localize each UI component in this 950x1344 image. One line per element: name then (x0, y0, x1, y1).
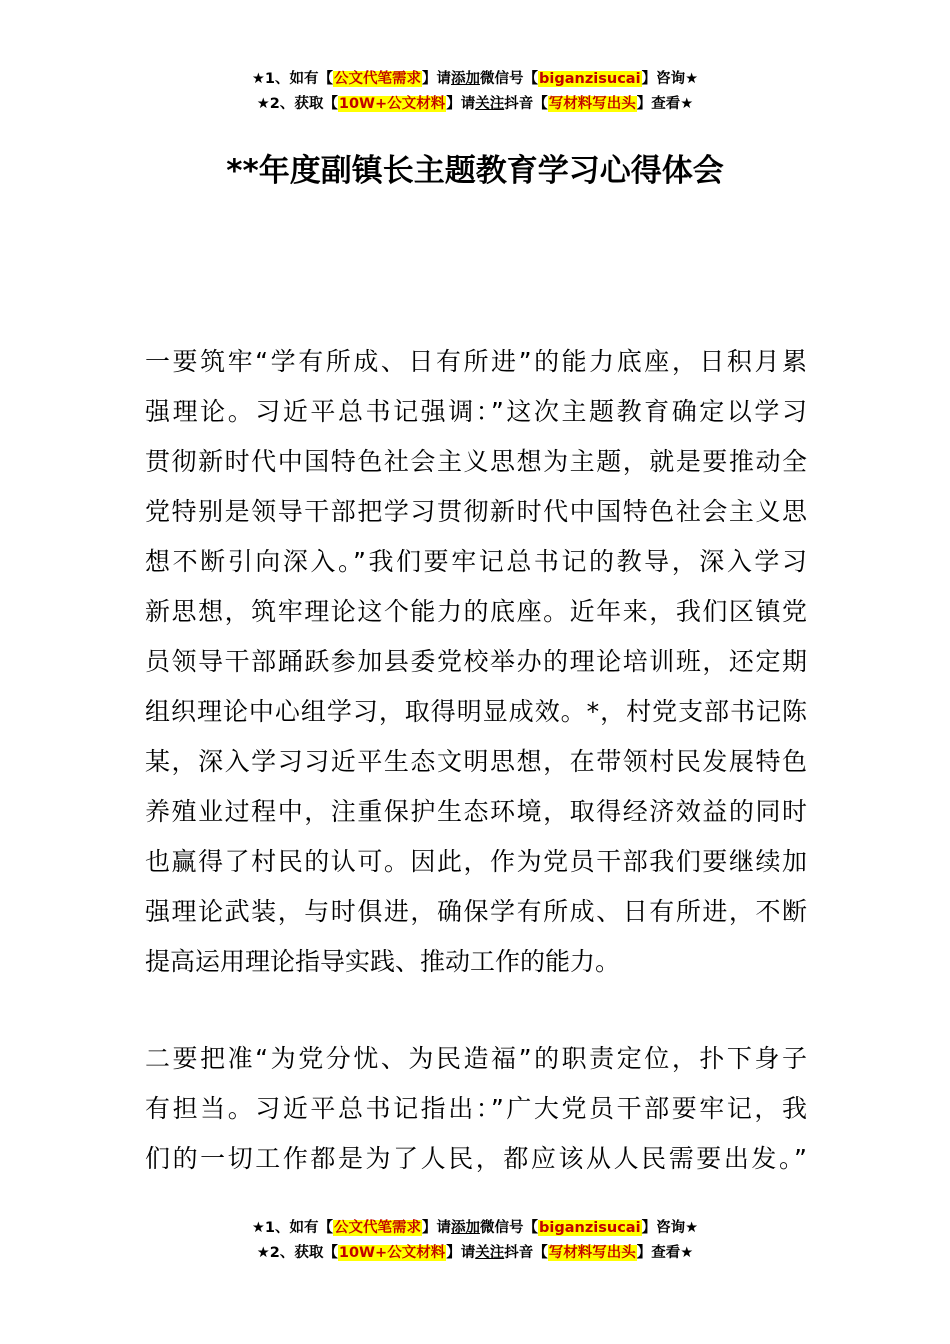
text-line: 组织理论中心组学习，取得明显成效。*，村党支部书记陈 (145, 697, 807, 726)
highlight-materials: 10W+公文材料 (338, 96, 446, 112)
highlight-wechat-id: biganzisucai (539, 71, 641, 87)
highlight-service: 公文代笔需求 (334, 1220, 422, 1236)
text-line: 二要把准“为党分忧、为民造福”的职责定位，扑下身子 (145, 1044, 807, 1073)
text-line: 想不断引向深入。”我们要牢记总书记的教导，深入学习 (145, 547, 807, 576)
paragraph-2 (145, 1034, 807, 1184)
header-banner (0, 67, 950, 117)
text-line: 也赢得了村民的认可。因此，作为党员干部我们要继续加 (145, 847, 807, 876)
highlight-douyin-account: 写材料写出头 (548, 1245, 636, 1261)
text-line: 养殖业过程中，注重保护生态环境，取得经济效益的同时 (145, 797, 807, 826)
text-line: 强理论。习近平总书记强调：”这次主题教育确定以学习 (145, 397, 807, 426)
text-line: 贯彻新时代中国特色社会主义思想为主题，就是要推动全 (145, 447, 807, 476)
text-line: 新思想，筑牢理论这个能力的底座。近年来，我们区镇党 (145, 597, 807, 626)
footer-banner (0, 1216, 950, 1266)
banner-line-1: ★1、如有【公文代笔需求】请添加微信号【biganzisucai】咨询★ (251, 1220, 699, 1236)
document-title: **年度副镇长主题教育学习心得体会 (226, 153, 724, 189)
highlight-wechat-id: biganzisucai (539, 1220, 641, 1236)
text-line: 们的一切工作都是为了人民，都应该从人民需要出发。” (145, 1144, 807, 1173)
text-line: 强理论武装，与时俱进，确保学有所成、日有所进，不断 (145, 897, 807, 926)
paragraph-1 (145, 337, 807, 987)
text-line: 提高运用理论指导实践、推动工作的能力。 (145, 947, 621, 976)
text-line: 有担当。习近平总书记指出：”广大党员干部要牢记，我 (145, 1094, 807, 1123)
text-line: 一要筑牢“学有所成、日有所进”的能力底座，日积月累 (145, 347, 807, 376)
text-line: 党特别是领导干部把学习贯彻新时代中国特色社会主义思 (145, 497, 807, 526)
banner-line-2: ★2、获取【10W+公文材料】请关注抖音【写材料写出头】查看★ (256, 96, 694, 112)
banner-line-2: ★2、获取【10W+公文材料】请关注抖音【写材料写出头】查看★ (256, 1245, 694, 1261)
highlight-douyin-account: 写材料写出头 (548, 96, 636, 112)
text-line: 某，深入学习习近平生态文明思想，在带领村民发展特色 (145, 747, 807, 776)
text-line: 员领导干部踊跃参加县委党校举办的理论培训班，还定期 (145, 647, 807, 676)
banner-line-1: ★1、如有【公文代笔需求】请添加微信号【biganzisucai】咨询★ (251, 71, 699, 87)
highlight-materials: 10W+公文材料 (338, 1245, 446, 1261)
highlight-service: 公文代笔需求 (334, 71, 422, 87)
